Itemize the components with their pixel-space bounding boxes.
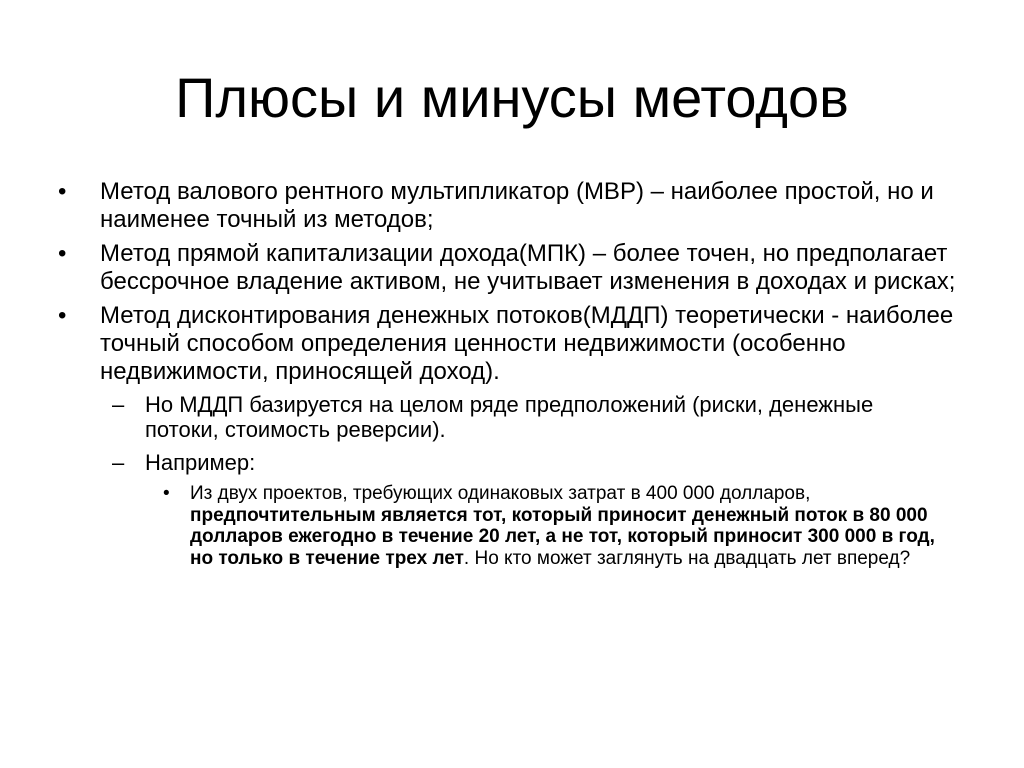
bullet-item-mddp bbox=[0, 302, 1024, 386]
example-text-end: . Но кто может заглянуть на двадцать лет вперед? bbox=[463, 547, 911, 569]
dash-icon: – bbox=[112, 392, 125, 417]
slide-title: Плюсы и минусы методов bbox=[175, 66, 849, 129]
slide-content bbox=[0, 178, 1024, 569]
bullet-icon: • bbox=[58, 178, 67, 205]
bullet-item-mvr bbox=[0, 178, 1024, 234]
bullet-icon: • bbox=[58, 302, 67, 329]
sub-item-assumptions bbox=[0, 392, 1024, 442]
sub-item-text: Например: bbox=[145, 450, 256, 475]
sub-item-example bbox=[0, 450, 1024, 475]
bullet-item-mpk bbox=[0, 240, 1024, 296]
example-text-bold: предпочтительным является тот, который приносит денежный поток в 80 000 долларов ежегодно в течение 20 лет, а не тот, который приносит 300 000 в год, но только в течение трех лет bbox=[190, 504, 935, 569]
example-text-start: Из двух проектов, требующих одинаковых затрат в 400 000 долларов, bbox=[190, 483, 811, 504]
bullet-text: Метод валового рентного мультипликатор (МВР) – наиболее простой, но и наименее точный из методов; bbox=[100, 178, 934, 233]
bullet-text: Метод прямой капитализации дохода(МПК) – более точен, но предполагает бессрочное владение активом, не учитывает изменения в доходах и рисках; bbox=[100, 240, 956, 295]
example-item bbox=[0, 483, 1024, 569]
bullet-icon: • bbox=[163, 483, 170, 504]
bullet-icon: • bbox=[58, 240, 67, 267]
dash-icon: – bbox=[112, 450, 125, 475]
sub-item-text: Но МДДП базируется на целом ряде предположений (риски, денежные потоки, стоимость реверсии). bbox=[145, 392, 874, 442]
bullet-text: Метод дисконтирования денежных потоков(МДДП) теоретически - наиболее точный способом определения ценности недвижимости (особенно недвижимости, приносящей доход). bbox=[100, 302, 954, 385]
